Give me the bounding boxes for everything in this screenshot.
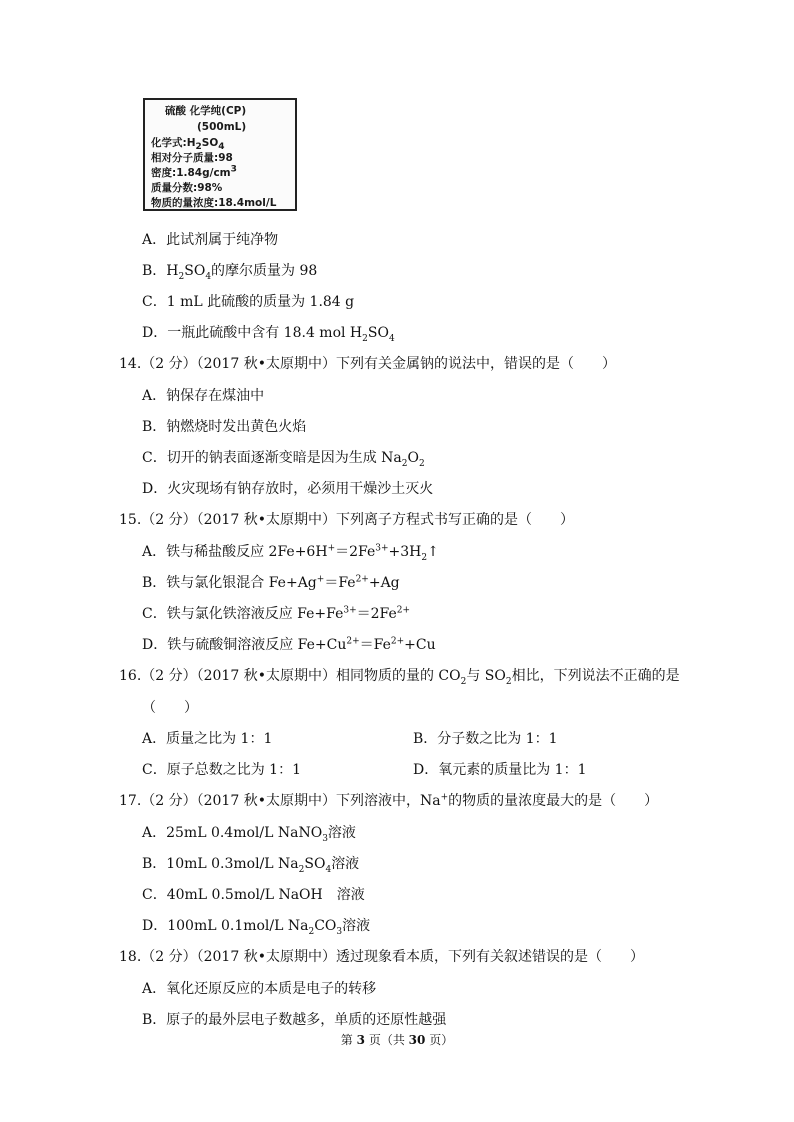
page-footer: 第 3 页（共 30 页） (340, 1033, 454, 1047)
label-density: 密度$:1.84g/cm^3$ (151, 164, 237, 179)
label-molar-mass: 相对分子质量:98 (151, 152, 233, 164)
q16-option-d: D．氧元素的质量比为 1：1 (413, 762, 587, 778)
q13-option-d: D．一瓶此硫酸中含有 18.4 mol $H_2SO_4$ (142, 325, 395, 344)
q14-option-b: B．钠燃烧时发出黄色火焰 (142, 419, 307, 435)
q13-option-b: B．$H_2SO_4$的摩尔质量为 98 (142, 263, 318, 282)
q16-stem: 16.（2 分）（2017 秋•太原期中）相同物质的量的 $CO_2$与 $SO_2$相比，下列说法不正确的是 (119, 668, 680, 687)
reagent-label (143, 98, 297, 211)
q16-option-a: A．质量之比为 1：1 (142, 731, 273, 747)
q18-stem: 18.（2 分）（2017 秋•太原期中）透过现象看本质，下列有关叙述错误的是（ ） (119, 949, 644, 965)
q13-option-c: C．1 mL 此硫酸的质量为 1.84 g (142, 294, 355, 310)
q17-option-c: C．40mL 0.5mol/L NaOH 溶液 (142, 887, 365, 903)
label-formula: 化学式$:H_2SO_4$ (151, 137, 225, 153)
q15-option-c: C．铁与氯化铁溶液反应 $Fe+Fe^{3+}=2Fe^{2+}$ (142, 605, 411, 622)
label-title: 硫酸 化学纯(CP) (165, 105, 247, 117)
q17-stem: 17.（2 分）（2017 秋•太原期中）下列溶液中，Na+的物质的量浓度最大的是（ ） (119, 792, 659, 809)
q13-option-a: A．此试剂属于纯净物 (142, 232, 279, 248)
q15-option-a: A．铁与稀盐酸反应 $2Fe+6H^+=2Fe^{3+}+3H_2↑$ (142, 543, 439, 563)
q17-option-b: B．10mL 0.3mol/L $Na_2SO_4$溶液 (142, 856, 360, 875)
q18-option-b: B．原子的最外层电子数越多，单质的还原性越强 (142, 1012, 447, 1028)
q16-option-b: B．分子数之比为 1：1 (413, 731, 558, 747)
label-volume: (500mL) (197, 121, 247, 133)
q17-option-a: A．25mL 0.4mol/L NaNO$_3$溶液 (142, 825, 356, 844)
q17-option-d: D．100mL 0.1mol/L $Na_2CO_3$溶液 (142, 918, 371, 937)
q14-option-c: C．切开的钠表面逐渐变暗是因为生成 $Na_2O_2$ (142, 450, 425, 469)
q14-stem: 14.（2 分）（2017 秋•太原期中）下列有关金属钠的说法中，错误的是（ ） (119, 356, 616, 372)
q18-option-a: A．氧化还原反应的本质是电子的转移 (142, 981, 377, 997)
q15-option-b: B．铁与氯化银混合 $Fe+Ag^+=Fe^{2+}+Ag$ (142, 574, 400, 591)
q15-stem: 15.（2 分）（2017 秋•太原期中）下列离子方程式书写正确的是（ ） (119, 512, 574, 528)
q15-option-d: D．铁与硫酸铜溶液反应 $Fe+Cu^{2+}=Fe^{2+}+Cu$ (142, 636, 436, 653)
label-mass-fraction: 质量分数:98% (151, 182, 223, 194)
q16-stem-paren: （ ） (142, 700, 198, 716)
q16-option-c: C．原子总数之比为 1：1 (142, 762, 301, 778)
label-concentration: 物质的量浓度:18.4mol/L (151, 197, 277, 209)
q14-option-a: A．钠保存在煤油中 (142, 388, 265, 404)
q14-option-d: D．火灾现场有钠存放时，必须用干燥沙土灭火 (142, 481, 434, 497)
